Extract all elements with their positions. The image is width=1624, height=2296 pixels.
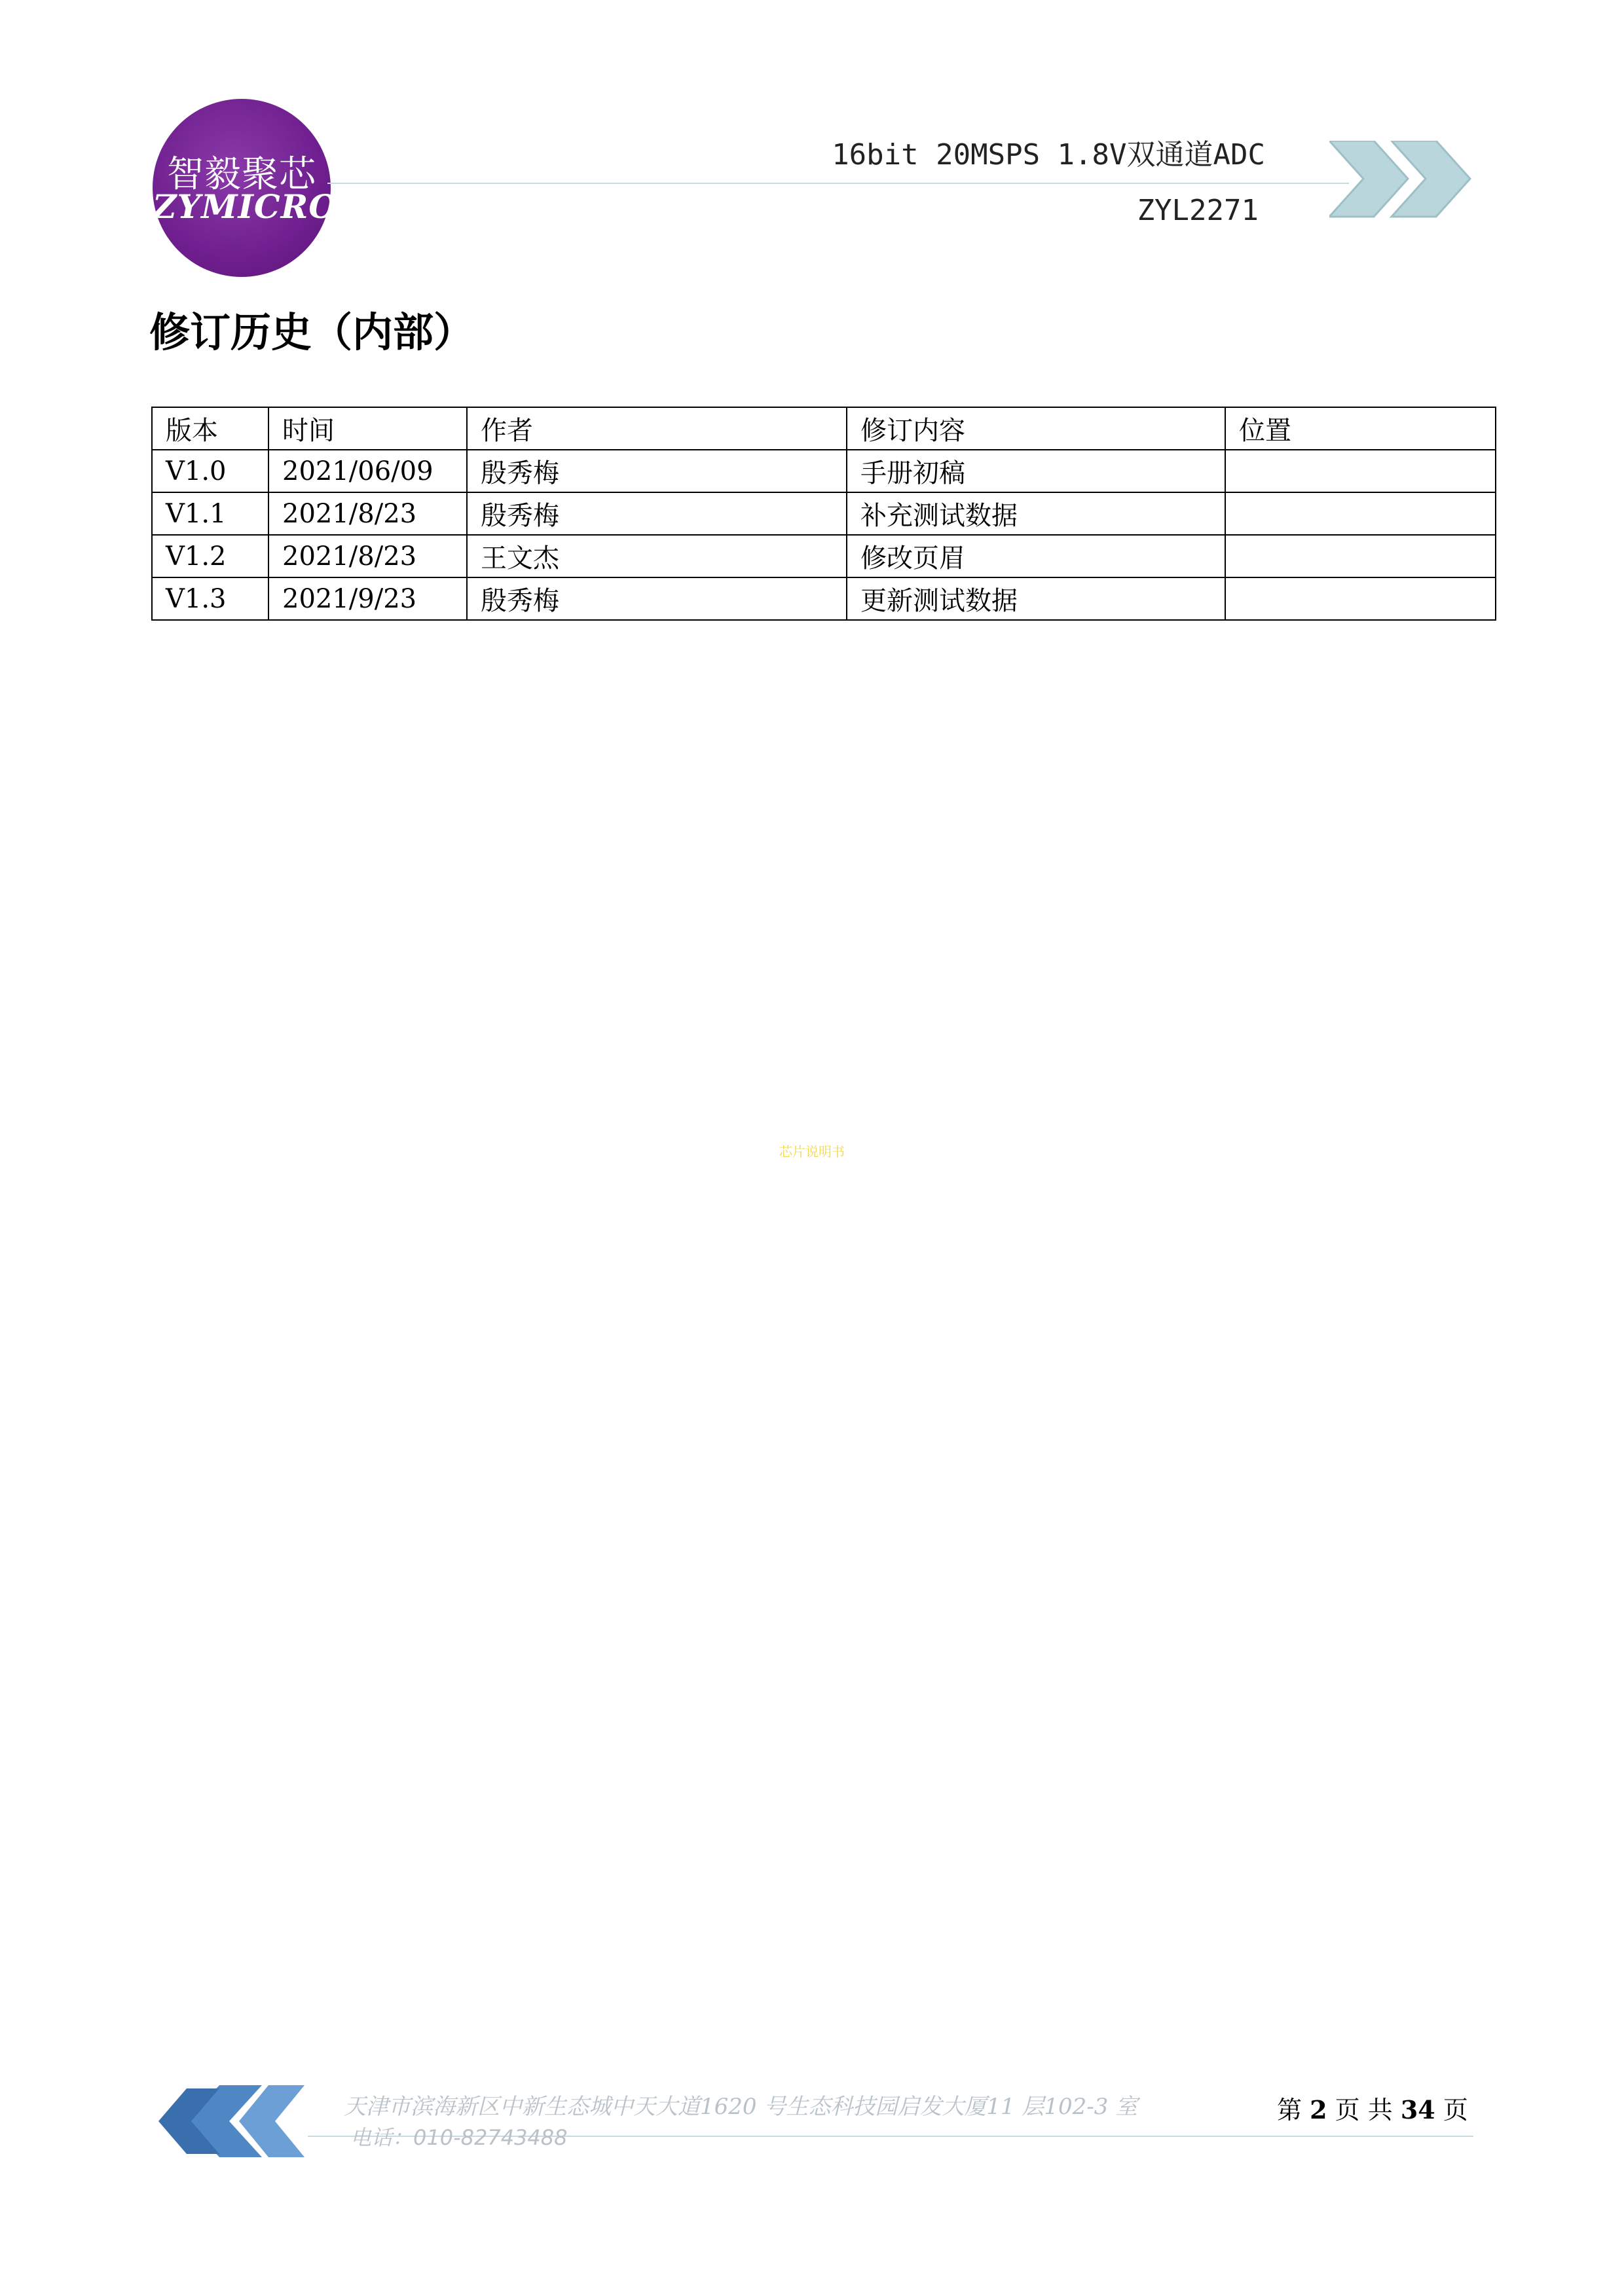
- watermark: 芯片说明书: [779, 1144, 845, 1159]
- page-current: 2: [1310, 2095, 1327, 2124]
- cell-version: V1.1: [152, 492, 268, 535]
- cell-location: [1225, 577, 1496, 620]
- cell-date: 2021/06/09: [268, 450, 467, 492]
- cell-author: 殷秀梅: [467, 492, 847, 535]
- header-divider: [327, 183, 1349, 184]
- page-prefix: 第: [1277, 2096, 1302, 2124]
- cell-location: [1225, 492, 1496, 535]
- page-suffix: 页: [1443, 2096, 1468, 2124]
- table-row: [152, 577, 1496, 620]
- cell-location: [1225, 535, 1496, 577]
- cell-changes: 手册初稿: [847, 450, 1225, 492]
- cell-date: 2021/8/23: [268, 535, 467, 577]
- logo-chinese-text: 智毅聚芯: [167, 153, 316, 196]
- page-number: [1277, 2090, 1468, 2126]
- company-phone: 电话：010-82743488: [350, 2125, 568, 2150]
- cell-author: 殷秀梅: [467, 450, 847, 492]
- page-title: 修订历史（内部）: [149, 308, 475, 356]
- double-chevron-right-icon: [1329, 141, 1480, 219]
- column-header-changes: 修订内容: [847, 407, 1225, 450]
- cell-author: 王文杰: [467, 535, 847, 577]
- column-header-author: 作者: [467, 407, 847, 450]
- cell-date: 2021/9/23: [268, 577, 467, 620]
- column-header-version: 版本: [152, 407, 268, 450]
- cell-changes: 更新测试数据: [847, 577, 1225, 620]
- table-row: [152, 492, 1496, 535]
- part-number: ZYL2271: [1137, 194, 1259, 227]
- cell-version: V1.2: [152, 535, 268, 577]
- cell-date: 2021/8/23: [268, 492, 467, 535]
- table-row: [152, 450, 1496, 492]
- cell-changes: 补充测试数据: [847, 492, 1225, 535]
- column-header-location: 位置: [1225, 407, 1496, 450]
- page-mid: 页 共: [1335, 2096, 1393, 2124]
- cell-version: V1.3: [152, 577, 268, 620]
- cell-changes: 修改页眉: [847, 535, 1225, 577]
- cell-version: V1.0: [152, 450, 268, 492]
- page-total: 34: [1400, 2095, 1435, 2124]
- revision-history-table: [151, 407, 1496, 621]
- table-header-row: [152, 407, 1496, 450]
- cell-author: 殷秀梅: [467, 577, 847, 620]
- document-title: 16bit 20MSPS 1.8V双通道ADC: [832, 138, 1265, 172]
- double-chevron-left-icon: [157, 2085, 308, 2157]
- table-row: [152, 535, 1496, 577]
- logo-english-text: ZYMICRO: [153, 187, 338, 226]
- column-header-date: 时间: [268, 407, 467, 450]
- cell-location: [1225, 450, 1496, 492]
- company-address: 天津市滨海新区中新生态城中天大道1620 号生态科技园启发大厦11 层102-3 室: [344, 2094, 1138, 2120]
